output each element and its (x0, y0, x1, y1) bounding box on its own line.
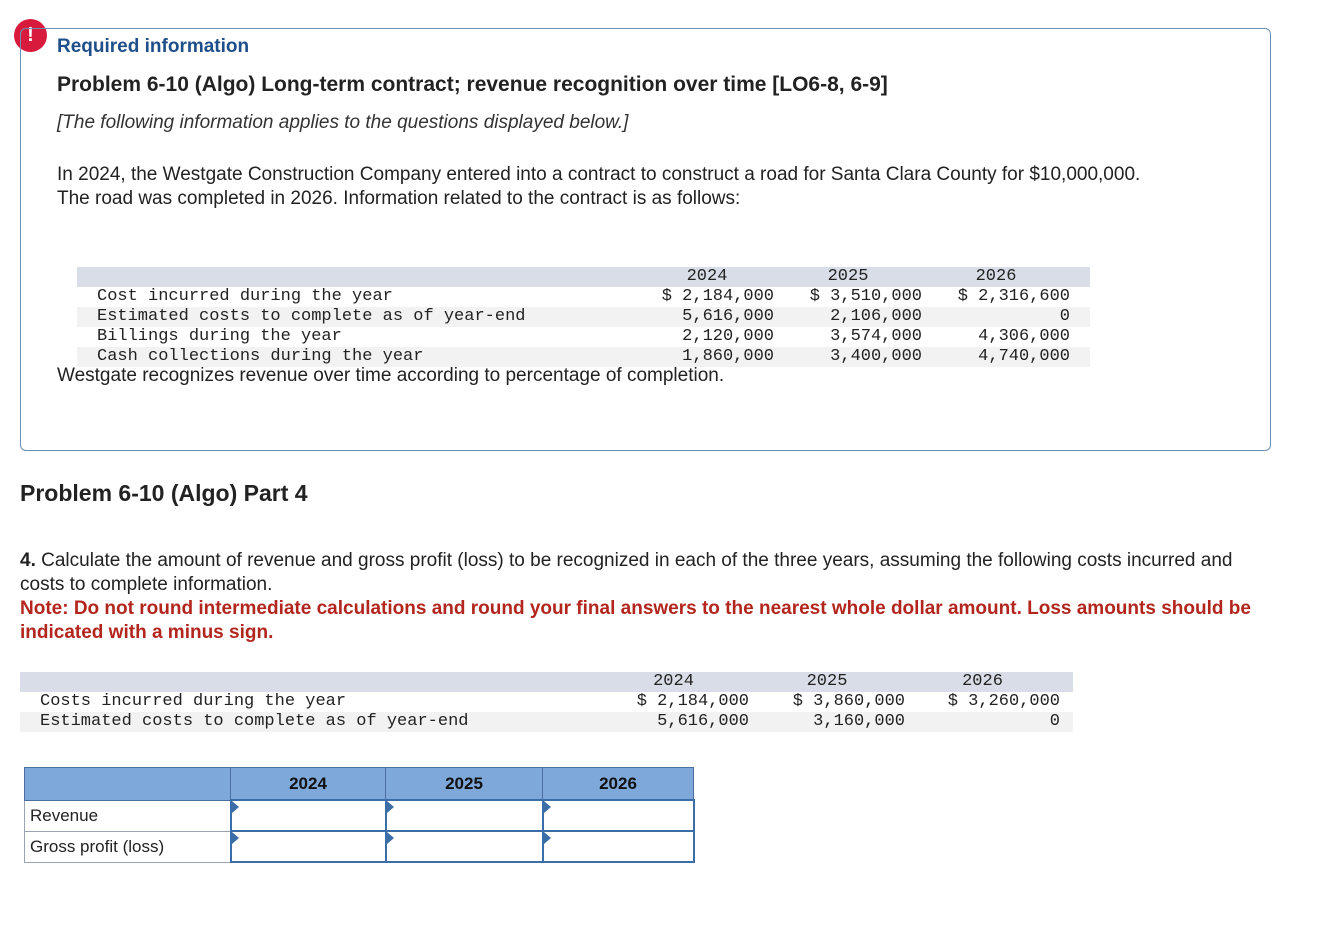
revenue-2026-input[interactable] (544, 801, 693, 830)
part-title: Problem 6-10 (Algo) Part 4 (20, 480, 308, 506)
gross-profit-2026-cell (543, 831, 694, 862)
revenue-2024-cell (231, 800, 386, 831)
table-cell: 2,120,000 (682, 327, 774, 346)
applies-note: [The following information applies to the questions displayed below.] (57, 112, 629, 133)
row-label: Cost incurred during the year (97, 287, 393, 306)
table-cell: 5,616,000 (682, 307, 774, 326)
table-row (20, 692, 1073, 712)
table-cell: $ 2,316,600 (957, 287, 1070, 306)
table-row (77, 287, 1090, 307)
answer-year-header: 2026 (543, 768, 694, 801)
table-header-row (77, 267, 1090, 287)
year-header: 2024 (686, 267, 728, 286)
cost-info-table (20, 672, 1073, 732)
table-cell: $ 3,860,000 (792, 692, 905, 711)
table-cell: 1,860,000 (682, 347, 774, 366)
year-header: 2025 (827, 267, 869, 286)
table-cell: $ 3,260,000 (947, 692, 1060, 711)
table-row (77, 327, 1090, 347)
table-cell: 0 (1059, 307, 1070, 326)
table-row (77, 307, 1090, 327)
answer-row-label: Revenue (25, 800, 231, 831)
answer-year-header: 2024 (231, 768, 386, 801)
year-header: 2024 (653, 672, 694, 691)
question-body: Calculate the amount of revenue and gross profit (loss) to be recognized in each of the three years, assuming the following costs incurred and costs to complete information. (20, 550, 1233, 595)
row-label: Estimated costs to complete as of year-end (97, 307, 526, 326)
revenue-2026-cell (543, 800, 694, 831)
table-cell: 4,306,000 (978, 327, 1070, 346)
table-cell: $ 2,184,000 (661, 287, 774, 306)
table-cell: 4,740,000 (978, 347, 1070, 366)
note-text: Note: Do not round intermediate calculations and round your final answers to the nearest whole dollar amount. Loss amounts should be indicated with a minus sign. (20, 598, 1251, 643)
problem-title: Problem 6-10 (Algo) Long-term contract; revenue recognition over time [LO6-8, 6-9] (57, 73, 888, 96)
table-cell: 0 (1049, 712, 1060, 731)
table-cell: 2,106,000 (830, 307, 922, 326)
table-cell: 3,574,000 (830, 327, 922, 346)
revenue-2025-cell (386, 800, 543, 831)
row-label: Billings during the year (97, 327, 342, 346)
table-row (20, 712, 1073, 732)
year-header: 2025 (806, 672, 848, 691)
contract-info-table (77, 267, 1090, 367)
alert-icon: ! (14, 19, 47, 52)
gross-profit-2026-input[interactable] (544, 832, 693, 861)
row-label: Cash collections during the year (97, 347, 424, 366)
question-text (20, 549, 1270, 597)
answer-header-blank (25, 768, 231, 801)
table-header-row (20, 672, 1073, 692)
year-header: 2026 (975, 267, 1017, 286)
year-header: 2026 (962, 672, 1003, 691)
revenue-2025-input[interactable] (387, 801, 542, 830)
required-information-heading: Required information (57, 36, 250, 57)
answer-row-revenue (25, 800, 694, 831)
answer-table (24, 767, 695, 863)
outro-text: Westgate recognizes revenue over time according to percentage of completion. (57, 365, 725, 386)
answer-year-header: 2025 (386, 768, 543, 801)
row-label: Costs incurred during the year (40, 692, 347, 711)
table-cell: 5,616,000 (657, 712, 749, 731)
question-number: 4. (20, 550, 36, 571)
table-cell: 3,160,000 (813, 712, 905, 731)
answer-row-label: Gross profit (loss) (25, 831, 231, 862)
row-label: Estimated costs to complete as of year-end (40, 712, 469, 731)
table-row (77, 347, 1090, 367)
revenue-2024-input[interactable] (232, 801, 385, 830)
intro-text: In 2024, the Westgate Construction Company entered into a contract to construct a road for Santa Clara County for $10,000,000. The road was completed in 2026. Information related to the contract is as follows: (57, 164, 1141, 209)
table-cell: 3,400,000 (830, 347, 922, 366)
table-cell: $ 3,510,000 (809, 287, 922, 306)
gross-profit-2025-input[interactable] (387, 832, 542, 861)
gross-profit-2024-input[interactable] (232, 832, 385, 861)
gross-profit-2025-cell (386, 831, 543, 862)
answer-row-gross-profit (25, 831, 694, 862)
table-cell: $ 2,184,000 (636, 692, 749, 711)
gross-profit-2024-cell (231, 831, 386, 862)
answer-header-row (25, 768, 694, 801)
